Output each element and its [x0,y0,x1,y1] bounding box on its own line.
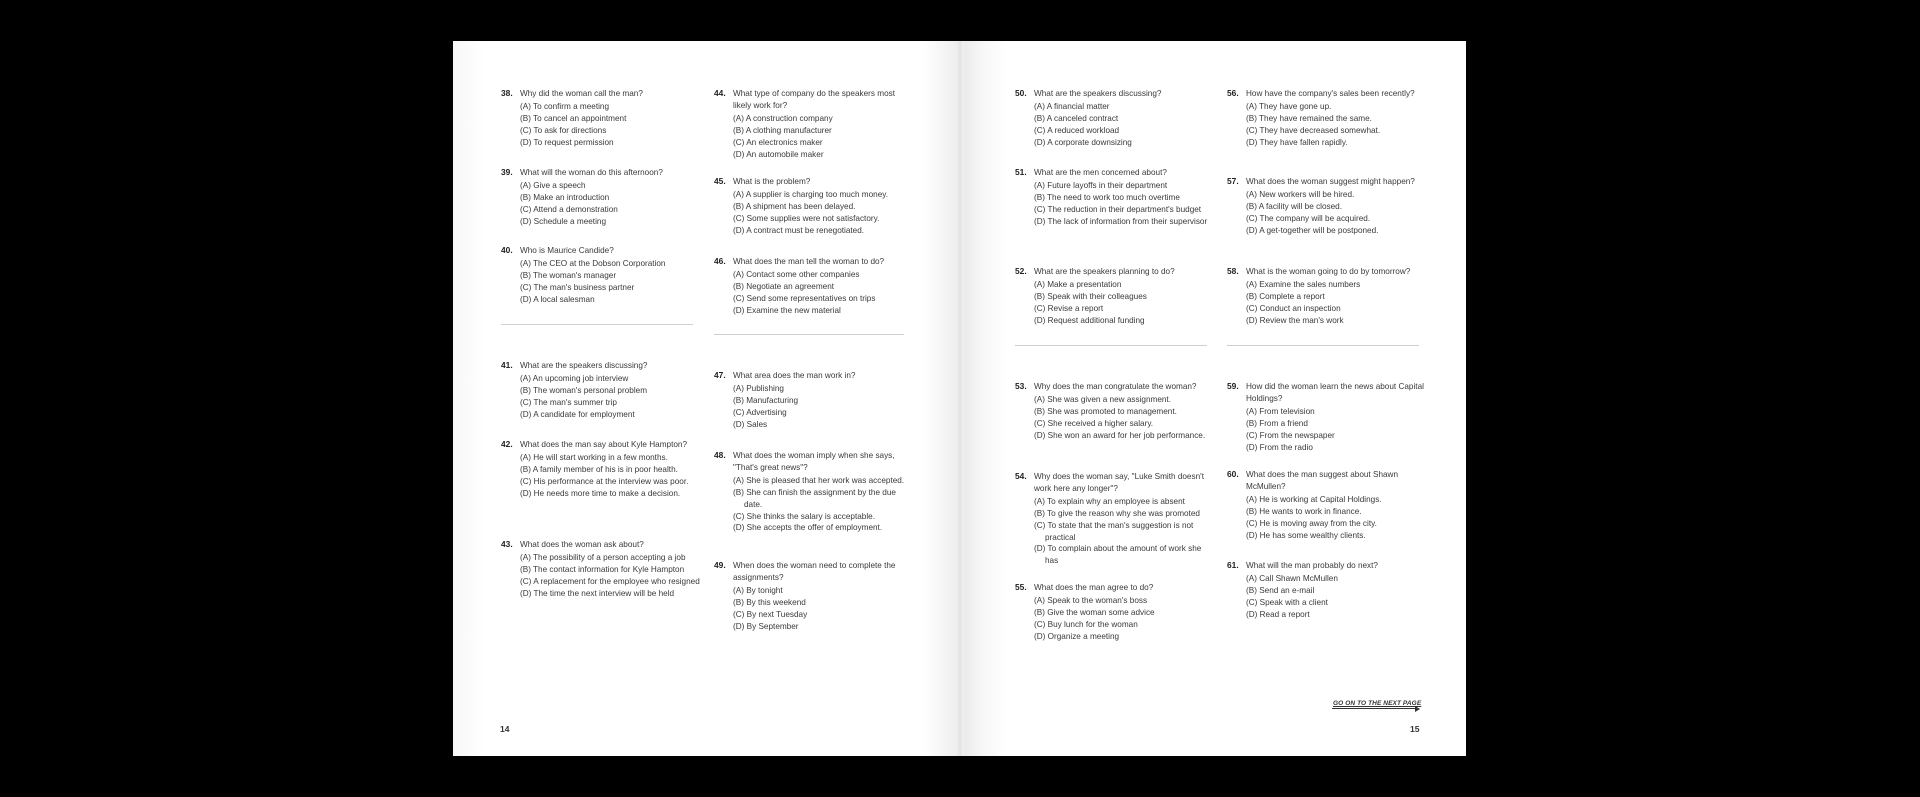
answer-options [1034,595,1215,643]
question-44 [714,88,914,160]
question-number: 42. [501,439,513,449]
answer-option: (B) To cancel an appointment [520,113,627,123]
answer-options [1246,573,1427,621]
answer-option: (C) The reduction in their department's budget [1034,204,1202,214]
question-41 [501,360,701,421]
answer-options [1246,494,1427,542]
answer-option: (C) Revise a report [1034,303,1104,313]
answer-option: (B) Give the woman some advice [1034,607,1155,617]
question-text: How have the company's sales been recently? [1246,89,1415,98]
answer-option: (C) They have decreased somewhat. [1246,125,1381,135]
answer-option: (B) A shipment has been delayed. [733,201,856,211]
question-text: What will the woman do this afternoon? [520,168,663,177]
question-text: Why does the woman say, "Luke Smith doesn't work here any longer"? [1034,472,1204,493]
question-number: 52. [1015,266,1027,276]
answer-option: (D) Schedule a meeting [520,216,607,226]
answer-option: (B) She was promoted to management. [1034,406,1177,416]
answer-option: (A) She was given a new assignment. [1034,394,1171,404]
answer-option: (A) Examine the sales numbers [1246,279,1361,289]
question-number: 51. [1015,167,1027,177]
question-text: What does the woman ask about? [520,540,644,549]
answer-option: (B) Make an introduction [520,192,610,202]
question-number: 46. [714,256,726,266]
answer-option: (A) Make a presentation [1034,279,1122,289]
answer-option: (B) A clothing manufacturer [733,125,832,135]
question-number: 50. [1015,88,1027,98]
answer-option: (C) The company will be acquired. [1246,213,1371,223]
answer-option: (D) An automobile maker [733,149,824,159]
answer-option: (B) By this weekend [733,597,806,607]
answer-options [1246,406,1427,454]
question-45 [714,176,914,237]
question-number: 41. [501,360,513,370]
answer-option: (D) She accepts the offer of employment. [733,523,883,533]
question-number: 59. [1227,381,1239,391]
answer-option: (A) An upcoming job interview [520,373,629,383]
question-number: 43. [501,539,513,549]
question-number: 40. [501,245,513,255]
answer-option: (A) A supplier is charging too much money. [733,189,889,199]
answer-option: (D) The lack of information from their supervisor [1034,216,1208,226]
answer-options [520,373,701,421]
answer-option: (C) Send some representatives on trips [733,293,876,303]
question-58 [1227,266,1427,327]
answer-option: (D) By September [733,621,799,631]
answer-option: (D) Read a report [1246,609,1310,619]
question-text: What are the speakers planning to do? [1034,267,1175,276]
answer-option: (C) A replacement for the employee who resigned [520,576,700,586]
question-52 [1015,266,1215,327]
page-number-right: 15 [1410,724,1420,734]
answer-option: (A) The possibility of a person accepting a job [520,552,686,562]
question-text: What does the woman imply when she says, "That's great news"? [733,451,895,472]
question-number: 54. [1015,471,1027,481]
question-text: What area does the man work in? [733,371,856,380]
divider-right-col2 [1227,345,1419,346]
answer-option: (B) They have remained the same. [1246,113,1372,123]
answer-option: (A) Call Shawn McMullen [1246,573,1338,583]
question-number: 49. [714,560,726,570]
answer-option: (D) Review the man's work [1246,315,1344,325]
answer-option: (B) The woman's manager [520,270,617,280]
answer-option: (D) To complain about the amount of work she has [1034,544,1202,566]
answer-option: (D) Organize a meeting [1034,631,1120,641]
book-spine [956,41,964,756]
question-number: 45. [714,176,726,186]
answer-option: (A) He will start working in a few months. [520,452,668,462]
answer-option: (C) His performance at the interview was poor. [520,476,689,486]
answer-option: (B) Send an e-mail [1246,585,1315,595]
question-47 [714,370,914,431]
answer-option: (A) She is pleased that her work was accepted. [733,475,905,485]
answer-options [520,452,701,500]
answer-option: (C) From the newspaper [1246,430,1335,440]
question-text: What are the speakers discussing? [520,361,648,370]
answer-option: (C) To state that the man's suggestion is not practical [1034,520,1194,542]
go-on-next-page-label: GO ON TO THE NEXT PAGE [1333,700,1422,707]
answer-option: (A) New workers will be hired. [1246,189,1355,199]
question-text: What will the man probably do next? [1246,561,1378,570]
next-page-arrow-icon [1332,708,1416,709]
answer-option: (A) Give a speech [520,180,586,190]
question-61 [1227,560,1427,621]
question-text: How did the woman learn the news about Capital Holdings? [1246,382,1424,403]
question-text: What are the speakers discussing? [1034,89,1162,98]
question-40 [501,245,701,306]
answer-option: (C) Advertising [733,407,787,417]
answer-option: (C) She thinks the salary is acceptable. [733,511,875,521]
question-number: 38. [501,88,513,98]
question-55 [1015,582,1215,643]
answer-options [733,189,914,237]
question-46 [714,256,914,317]
answer-option: (A) By tonight [733,585,783,595]
answer-option: (C) An electronics maker [733,137,823,147]
answer-option: (D) He needs more time to make a decision. [520,488,681,498]
answer-option: (B) To give the reason why she was promoted [1034,508,1200,518]
question-48 [714,450,914,534]
question-56 [1227,88,1427,149]
question-text: Who is Maurice Candide? [520,246,614,255]
answer-option: (D) Examine the new material [733,305,841,315]
question-42 [501,439,701,500]
answer-option: (A) Speak to the woman's boss [1034,595,1148,605]
answer-options [1034,279,1215,327]
answer-option: (B) Speak with their colleagues [1034,291,1147,301]
answer-options [520,180,701,228]
question-text: What is the problem? [733,177,811,186]
question-number: 39. [501,167,513,177]
answer-option: (D) To request permission [520,137,614,147]
answer-option: (D) From the radio [1246,442,1313,452]
question-text: What does the woman suggest might happen? [1246,177,1415,186]
question-59 [1227,381,1427,453]
answer-option: (A) To confirm a meeting [520,101,610,111]
answer-option: (A) They have gone up. [1246,101,1332,111]
answer-options [733,585,914,633]
answer-option: (D) They have fallen rapidly. [1246,137,1348,147]
answer-option: (D) A local salesman [520,294,595,304]
answer-option: (A) From television [1246,406,1315,416]
question-number: 44. [714,88,726,98]
question-39 [501,167,701,228]
answer-option: (B) Manufacturing [733,395,799,405]
answer-option: (C) Attend a demonstration [520,204,618,214]
answer-option: (C) To ask for directions [520,125,607,135]
question-number: 55. [1015,582,1027,592]
answer-option: (D) A get-together will be postponed. [1246,225,1379,235]
answer-option: (C) Some supplies were not satisfactory. [733,213,880,223]
question-number: 60. [1227,469,1239,479]
question-text: What does the man say about Kyle Hampton? [520,440,688,449]
answer-options [733,269,914,317]
answer-options [1246,189,1427,237]
answer-option: (C) He is moving away from the city. [1246,518,1377,528]
answer-option: (A) Future layoffs in their department [1034,180,1168,190]
answer-option: (D) Sales [733,419,768,429]
answer-options [520,552,701,600]
question-number: 58. [1227,266,1239,276]
question-number: 56. [1227,88,1239,98]
answer-options [1034,180,1215,228]
answer-option: (D) A candidate for employment [520,409,635,419]
question-number: 61. [1227,560,1239,570]
answer-option: (D) Request additional funding [1034,315,1145,325]
answer-options [1034,394,1215,442]
question-number: 47. [714,370,726,380]
question-text: What type of company do the speakers most likely work for? [733,89,896,110]
answer-option: (A) The CEO at the Dobson Corporation [520,258,666,268]
page-number-left: 14 [500,724,510,734]
answer-option: (B) The need to work too much overtime [1034,192,1180,202]
question-43 [501,539,701,600]
divider-right-col1 [1015,345,1207,346]
question-text: What does the man suggest about Shawn McMullen? [1246,470,1399,491]
answer-option: (B) A canceled contract [1034,113,1119,123]
answer-option: (C) Buy lunch for the woman [1034,619,1138,629]
answer-option: (B) A family member of his is in poor health. [520,464,678,474]
answer-option: (C) The man's summer trip [520,397,617,407]
question-50 [1015,88,1215,149]
answer-option: (D) The time the next interview will be held [520,588,675,598]
question-53 [1015,381,1215,442]
answer-option: (B) He wants to work in finance. [1246,506,1362,516]
question-text: When does the woman need to complete the assignments? [733,561,896,582]
answer-option: (C) By next Tuesday [733,609,808,619]
answer-option: (D) He has some wealthy clients. [1246,530,1366,540]
answer-option: (B) A facility will be closed. [1246,201,1343,211]
divider-left-col1 [501,324,693,325]
answer-options [733,383,914,431]
answer-option: (B) The woman's personal problem [520,385,648,395]
question-49 [714,560,914,632]
answer-option: (A) Contact some other companies [733,269,860,279]
answer-option: (C) She received a higher salary. [1034,418,1154,428]
answer-option: (D) A contract must be renegotiated. [733,225,865,235]
question-number: 48. [714,450,726,460]
answer-options [520,101,701,149]
answer-option: (B) The contact information for Kyle Hampton [520,564,685,574]
question-text: Why does the man congratulate the woman? [1034,382,1197,391]
answer-option: (C) Conduct an inspection [1246,303,1341,313]
answer-option: (B) From a friend [1246,418,1308,428]
answer-options [1246,279,1427,327]
question-57 [1227,176,1427,237]
answer-option: (A) To explain why an employee is absent [1034,496,1185,506]
answer-options [733,113,914,161]
answer-option: (C) The man's business partner [520,282,635,292]
question-text: Why did the woman call the man? [520,89,643,98]
question-text: What does the man tell the woman to do? [733,257,885,266]
question-text: What does the man agree to do? [1034,583,1154,592]
answer-option: (B) Negotiate an agreement [733,281,835,291]
answer-options [1034,496,1215,567]
answer-option: (D) She won an award for her job performance. [1034,430,1206,440]
answer-option: (B) She can finish the assignment by the due date. [733,487,896,509]
divider-left-col2 [714,334,904,335]
answer-option: (D) A corporate downsizing [1034,137,1132,147]
answer-option: (B) Complete a report [1246,291,1325,301]
question-number: 53. [1015,381,1027,391]
question-51 [1015,167,1215,228]
answer-option: (C) Speak with a client [1246,597,1328,607]
answer-option: (A) He is working at Capital Holdings. [1246,494,1382,504]
answer-option: (A) A construction company [733,113,833,123]
question-54 [1015,471,1215,567]
question-text: What is the woman going to do by tomorrow? [1246,267,1411,276]
answer-options [733,475,914,535]
answer-options [520,258,701,306]
answer-option: (A) A financial matter [1034,101,1110,111]
question-60 [1227,469,1427,541]
question-number: 57. [1227,176,1239,186]
question-38 [501,88,701,149]
answer-option: (A) Publishing [733,383,784,393]
answer-options [1034,101,1215,149]
answer-option: (C) A reduced workload [1034,125,1120,135]
answer-options [1246,101,1427,149]
question-text: What are the men concerned about? [1034,168,1167,177]
